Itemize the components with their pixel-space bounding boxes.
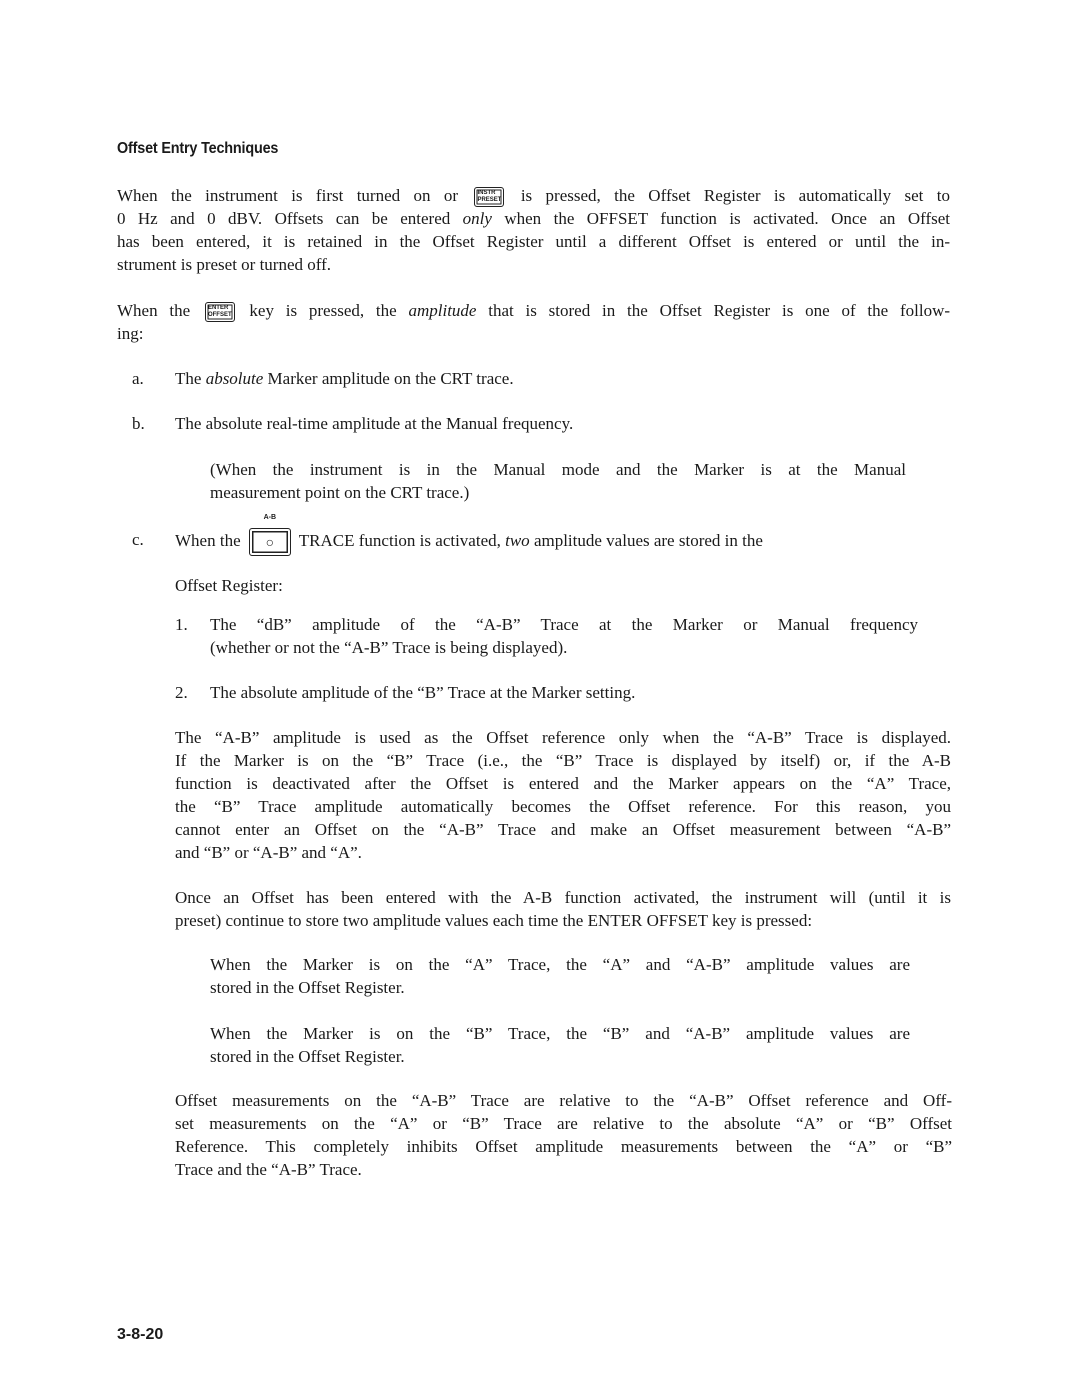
- text-run: stored in the Offset Register.: [210, 978, 405, 997]
- list-marker: b.: [132, 414, 145, 433]
- text-line: [210, 976, 910, 999]
- paragraph: [117, 184, 950, 276]
- text-line: [175, 412, 875, 435]
- text-line: [175, 795, 951, 818]
- instr-preset-key-icon: [474, 187, 504, 207]
- list-marker: a.: [132, 369, 144, 388]
- text-run: The absolute amplitude of the “B” Trace at the Marker setting.: [210, 683, 636, 702]
- text-run: TRACE function is activated,: [294, 530, 506, 550]
- paragraph: [175, 681, 918, 704]
- paragraph: [132, 514, 895, 551]
- text-run: Marker amplitude on the CRT trace.: [263, 369, 514, 388]
- paragraph: [175, 1089, 952, 1181]
- text-run: Offset Register:: [175, 576, 283, 595]
- emphasis: absolute: [205, 369, 264, 388]
- text-line: [117, 230, 950, 253]
- text-line: [210, 481, 906, 504]
- text-run: (whether or not the “A-B” Trace is being displayed).: [210, 638, 568, 657]
- text-run: has been entered, it is retained in the Offset Register until a different Offset is entered or until the in-: [117, 232, 950, 251]
- text-line: [175, 886, 951, 909]
- text-run: set measurements on the “A” or “B” Trace are relative to the absolute “A” or “B” Offset: [175, 1114, 952, 1133]
- text-run: When the: [117, 301, 202, 320]
- text-run: When the: [175, 530, 245, 550]
- text-run: when the OFFSET function is activated. Once an Offset: [491, 209, 951, 228]
- text-run: If the Marker is on the “B” Trace (i.e., the “B” Trace is displayed by itself) or, if the A-B: [175, 751, 951, 770]
- text-line: [175, 514, 895, 551]
- key-label-bottom: PRESET: [477, 197, 502, 204]
- enter-offset-key-icon: [205, 302, 235, 322]
- text-line: [210, 1045, 910, 1068]
- text-run: cannot enter an Offset on the “A-B” Trace and make an Offset measurement between “A-B”: [175, 820, 951, 839]
- text-line: [117, 322, 950, 345]
- text-line: [175, 841, 951, 864]
- text-line: [117, 299, 950, 322]
- text-line: [175, 1135, 952, 1158]
- text-line: [175, 574, 575, 597]
- text-run: is pressed, the Offset Register is automatically set to: [507, 186, 951, 205]
- text-run: that is stored in the Offset Register is one of the follow-: [476, 301, 951, 320]
- text-run: amplitude values are stored in the: [529, 530, 763, 550]
- text-line: [210, 681, 918, 704]
- text-run: (When the instrument is in the Manual mode and the Marker is at the Manual: [210, 460, 906, 479]
- emphasis: two: [505, 530, 530, 550]
- paragraph: [210, 458, 906, 504]
- text-run: The “A-B” amplitude is used as the Offset reference only when the “A-B” Trace is displayed.: [175, 728, 951, 747]
- text-line: [210, 1022, 910, 1045]
- paragraph: [175, 726, 951, 864]
- page-number: 3-8-20: [117, 1326, 164, 1343]
- text-run: Offset measurements on the “A-B” Trace are relative to the “A-B” Offset reference and Off-: [175, 1091, 952, 1110]
- text-line: [210, 953, 910, 976]
- text-line: [175, 1089, 952, 1112]
- text-run: strument is preset or turned off.: [117, 255, 332, 274]
- text-line: [175, 749, 951, 772]
- text-run: When the instrument is first turned on or: [117, 186, 472, 205]
- emphasis: amplitude: [408, 301, 477, 320]
- paragraph: [132, 412, 875, 435]
- list-marker: c.: [132, 530, 144, 549]
- paragraph: [175, 613, 918, 659]
- text-run: function is deactivated after the Offset is entered and the Marker appears on the “A” Trace,: [175, 774, 951, 793]
- text-line: [210, 636, 918, 659]
- text-run: When the Marker is on the “A” Trace, the “A” and “A-B” amplitude values are: [210, 955, 910, 974]
- text-run: stored in the Offset Register.: [210, 1047, 405, 1066]
- text-run: Reference. This completely inhibits Offset amplitude measurements between the “A” or “B”: [175, 1137, 952, 1156]
- text-line: [175, 818, 951, 841]
- text-run: and “B” or “A-B” and “A”.: [175, 843, 362, 862]
- text-run: The “dB” amplitude of the “A-B” Trace at the Marker or Manual frequency: [210, 615, 918, 634]
- text-line: [175, 1112, 952, 1135]
- paragraph: [210, 1022, 910, 1068]
- section-heading: Offset Entry Techniques: [117, 140, 279, 157]
- text-run: 0 Hz and 0 dBV. Offsets can be entered: [117, 209, 463, 228]
- paragraph: [210, 953, 910, 999]
- text-line: [175, 726, 951, 749]
- key-label-top: ENTER: [207, 305, 229, 312]
- key-label: A-B: [263, 514, 277, 521]
- key-label-bottom: OFFSET: [207, 312, 232, 319]
- paragraph: [175, 886, 951, 932]
- text-run: preset) continue to store two amplitude values each time the ENTER OFFSET key is pressed:: [175, 911, 813, 930]
- paragraph: [175, 574, 575, 597]
- text-run: key is pressed, the: [237, 301, 409, 320]
- paragraph: [117, 299, 950, 345]
- text-line: [210, 458, 906, 481]
- text-run: When the Marker is on the “B” Trace, the “B” and “A-B” amplitude values are: [210, 1024, 910, 1043]
- list-marker: 1.: [175, 615, 188, 634]
- text-run: The: [175, 369, 206, 388]
- text-run: the “B” Trace amplitude automatically becomes the Offset reference. For this reason, you: [175, 797, 951, 816]
- text-run: The absolute real-time amplitude at the Manual frequency.: [175, 414, 574, 433]
- emphasis: only: [462, 209, 492, 228]
- text-line: [175, 909, 951, 932]
- text-line: [117, 184, 950, 207]
- text-run: Trace and the “A-B” Trace.: [175, 1160, 362, 1179]
- key-label-top: INSTR: [477, 190, 496, 197]
- list-marker: 2.: [175, 683, 188, 702]
- a-b-trace-key-icon: [249, 514, 291, 556]
- text-line: [117, 253, 950, 276]
- text-line: [210, 613, 918, 636]
- text-line: [175, 367, 875, 390]
- text-line: [175, 1158, 952, 1181]
- key-symbol: ○: [265, 534, 275, 550]
- text-line: [175, 772, 951, 795]
- text-run: measurement point on the CRT trace.): [210, 483, 470, 502]
- text-line: [117, 207, 950, 230]
- text-run: Once an Offset has been entered with the A-B function activated, the instrument will (until it is: [175, 888, 951, 907]
- paragraph: [132, 367, 875, 390]
- text-run: ing:: [117, 324, 144, 343]
